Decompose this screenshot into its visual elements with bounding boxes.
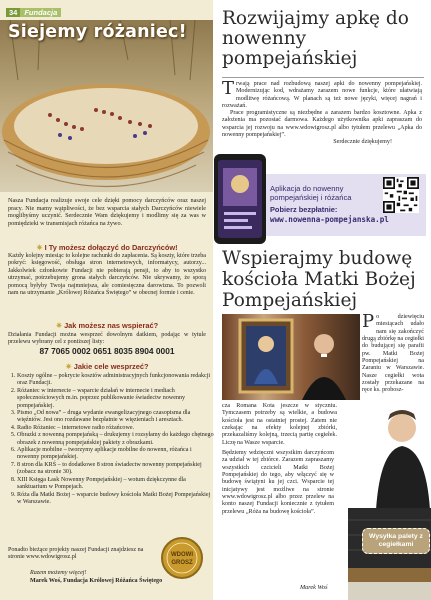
intro-paragraph: Nasza Fundacja realizuje swoje cele dzięki pomocy darczyńców oraz naszej pracy. Nie mamy wątpliwości, że bez wsparcia stałych Darczyńców niewiele moglibyśmy uczynić. Serdecznie Wam dziękujemy i modlimy się za was w pomiędzieki w transmisjach różańca na żywo. [8,197,206,227]
church-article-title: Wspierajmy budowę kościoła Matki Bożej Pompejańskiej [222,248,416,311]
how-paragraph: Działania Fundacji można wesprzeć dowolnym datkiem, podając w tytule przelewu wybrany cel z poniższej listy: [8,332,206,346]
page-number: 34 [6,8,20,17]
pallet-caption: Wysyłka palety z cegiełkami [362,528,430,554]
outro-paragraph: Ponadto bieżące projekty naszej Fundacji znajdziesz na stronie www.wdowigrosz.pl [8,547,144,561]
app-article-title: Rozwijajmy apkę do nowenny pompejańskiej [222,8,409,69]
church-article-p3: Będziemy wdzięczni wszystkim darczyńcom za udział w tej zbiórce. Zarazem zapraszamy wszystkich czcicieli Matki Bożej Pompejańskiej do tego, aby włączyć się w budowę świątyni ku jej czci. Wsparcie tej inicjatywy jest możliwe na stronie www.wdowigrosz.pl albo przez przelew na konto naszej Fundacji koniecznie z tytułem przelewu „Róża na budowę kościoła”. [222,450,334,515]
app-article-p1: rwają prace nad rozbudową naszej apki do nowenny pompejańskiej. Modernizując kod, wdrażamy zarazem nowe funkcje, które ułatwiają modlitwę różańcową. W planach są też nowe języki, więcej nagrań i rozważań. [222,81,422,109]
page-title-left: Siejemy różaniec! [8,22,187,42]
church-article-col [362,311,424,395]
banner-download-label: Pobierz bezpłatnie: [270,205,338,214]
sun-icon: ✷ [36,243,43,252]
how-heading [8,321,206,330]
sun-icon: ✷ [55,321,63,330]
list-item: 1. Koszty ogólne – pokrycie kosztów administracyjnych funkcjonowania redakcji oraz Fundacji. [17,373,215,388]
goals-heading [8,362,206,371]
church-article-p2: cza Romana Kota jeszcze w styczniu. Tymczasem potrzeby są wielkie, a budowa kościoła jest na ostatniej prostej. Zatem nie czekając na efekty kolejnej zbiórki, przekazaliśmy kolejną, trzecią partię cegiełek. Liczę na Wasze wsparcie. [222,403,337,446]
sun-icon: ✷ [65,362,72,371]
section-name: Fundacja [20,8,61,17]
goals-heading-text: Jakie cele wesprzeć? [73,362,149,371]
list-item: 9. Róża dla Matki Bożej – wsparcie budowy kościoła Matki Bożej Pompejańskiej w Warszawie. [17,492,215,507]
list-item: 5. Obrazki z nowenną pompejańską – drukujemy i rozsyłamy do każdego chętnego obrazek z nowenną pompejańskiej pakiety z obrazkami. [17,432,215,447]
divider [222,77,424,78]
phone-mockup [214,154,266,244]
list-item: 7. 8 stron dla KRŚ – to dodatkowe 8 stron świadectw nowenny pompejańskiej (zobacz na stronie 30). [17,462,215,477]
how-heading-text: Jak możesz nas wspierać? [64,321,159,330]
app-article-p2: Prace programistyczne są niezbędne a zarazem bardzo kosztowne. Apka z założenia ma pozostać darmowa. Każdego użytkownika apki zapraszam do wsparcia jej rozwoju na www.wdowigrosz.pl albo tytułem przelewu „Apka do nowenny pompejańskiej”. [222,110,422,139]
drop-cap: T [222,78,235,99]
church-article-p1: o dziewięciu miesiącach udało nam się zakończyć drugą zbiórkę na cegiełki do budującej się parafii pw. Matki Bożej Pompejańskiej na Zaraniu w Warszawie. Nasze cegiełki wota zostały przekazane na ręce ks. probosz- [362,314,424,394]
section-header [6,6,61,18]
signature-line1: Razem możemy więcej! [30,570,87,576]
banner-url[interactable]: www.nowenna-pompejanska.pl [270,215,389,224]
rosary-basket-photo [0,20,213,192]
logo-text-top: WDOWI [171,552,193,558]
banner-description: Aplikacja do nowenny pompejańskiej i różańca [270,184,352,202]
wdowi-grosz-logo [160,536,204,580]
join-heading-text: I Ty możesz dołączyć do Darczyńców! [44,243,178,252]
goals-list [8,373,215,506]
join-heading [8,243,206,252]
signature-line2: Marek Woś, Fundacja Królowej Różańca Świętego [30,577,163,584]
qr-code[interactable] [383,177,419,213]
list-item: 6. Aplikacje mobilne – tworzymy aplikacje mobilne do nowenn, różańca i nowenny pompejańskiej. [17,447,215,462]
man-with-pallet-photo [340,390,431,600]
logo-text-bottom: GROSZ [171,560,193,566]
priest-with-painting-illustration [222,314,360,400]
church-painting-photo [222,314,360,400]
list-item: 3. Pismo „Od nowa” – druga wydanie ewangelizacyjnego czasopisma dla więźniów. Jest ono rozdawane bezpłatnie w więzieniach i aresztach. [17,410,215,425]
bank-account-number: 87 7065 0002 0651 8035 8904 0001 [39,346,175,356]
list-item: 2. Różaniec w internecie – wsparcie działań w internecie i mediach społecznościowych m.in. poprzez publikowanie świadectw nowenny pompejańskiej. [17,388,215,410]
article-author: Marek Woś [300,584,328,591]
app-article-p3: Serdecznie dziękujemy! [333,139,392,146]
rosary-basket-illustration [0,20,213,192]
app-article-body [222,78,422,147]
list-item: 8. XIII Księga Łask Nowenny Pompejańskiej – wotum dziękczynne dla sanktuarium w Pompejach. [17,477,215,492]
list-item: 4. Radio Różaniec – internetowe radio różańcowe. [17,425,215,432]
app-screen-illustration [214,154,266,244]
drop-cap: P [362,311,375,332]
join-paragraph: Każdy kolejny miesiąc to kolejne rachunki do zapłacenia. Są koszty, które trzeba pokryć: księgowość, obsługa stron internetowych, informatycy, autorzy... Jakkolwiek członkowie Fundacji nie pobierają pensji, to aby to wszystko utrzymać, potrzebujemy grona stałych darczyńców. Nie ukrywamy, że sporą pomocą byłyby Twoja najmniejsza, ale comiesięczna darowizna. To pozwoli nam na utrzymanie „Królowej Różańca Świętego” w obecnej formie i cenie. [8,253,206,297]
